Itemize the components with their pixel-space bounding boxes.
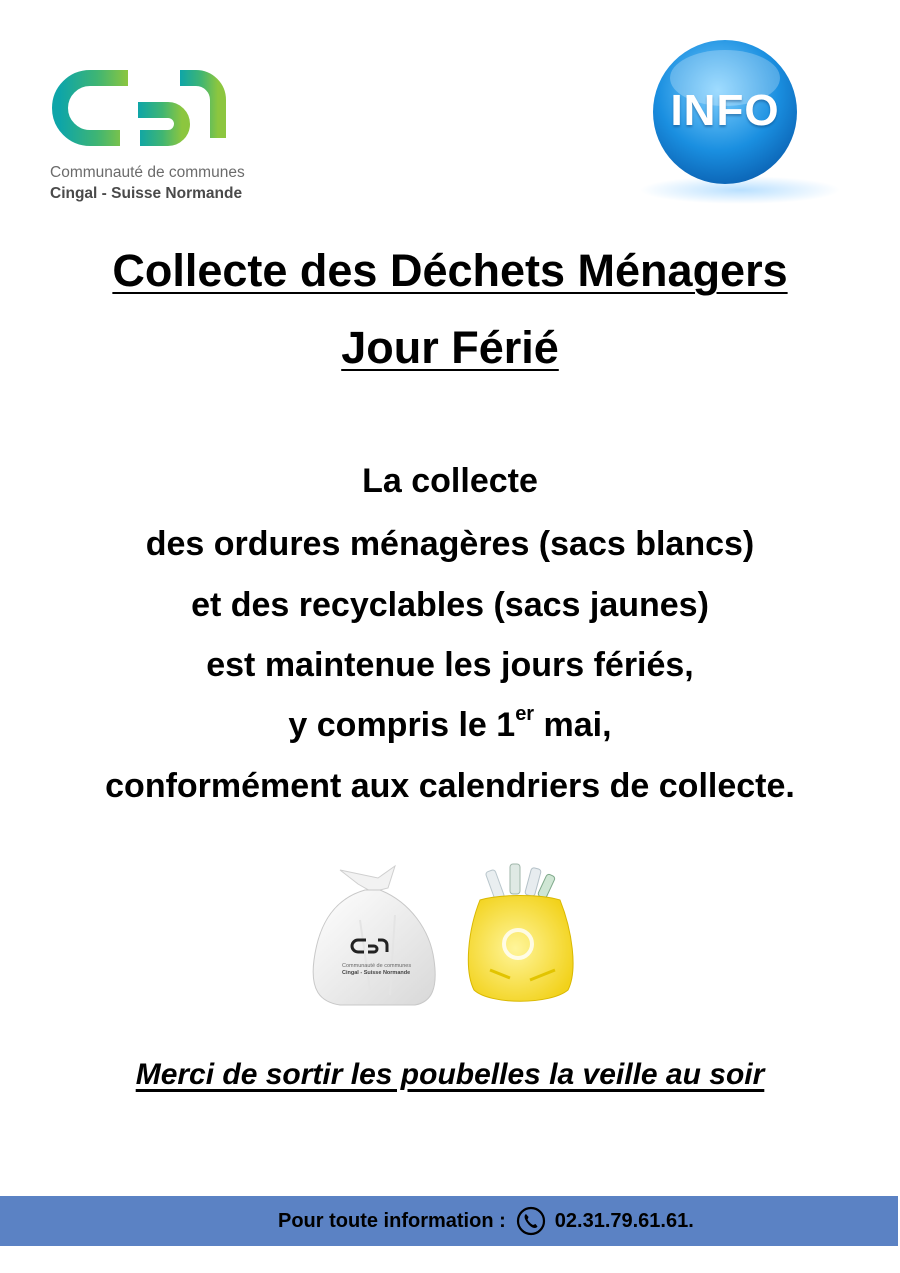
footer-label: Pour toute information : xyxy=(278,1209,506,1232)
phone-icon xyxy=(516,1206,546,1236)
body-line-2: des ordures ménagères (sacs blancs) xyxy=(145,525,755,563)
body-line-5-pre: y compris le 1 xyxy=(288,706,516,744)
footer-contact xyxy=(278,1206,694,1236)
csn-logo xyxy=(50,70,280,210)
page-subtitle: Jour Férié xyxy=(341,322,559,373)
body-line-5-post: mai, xyxy=(534,706,612,744)
page-title: Collecte des Déchets Ménagers xyxy=(112,245,788,296)
white-trash-bag-icon xyxy=(300,860,450,1010)
info-badge xyxy=(630,40,850,210)
info-badge-label: INFO xyxy=(670,86,780,135)
white-bag-caption-1: Communauté de communes xyxy=(342,963,412,969)
yellow-recycling-bag-icon xyxy=(460,860,590,1010)
footer-bar xyxy=(0,1196,898,1246)
body-line-1: La collecte xyxy=(362,462,538,500)
footer-phone-number[interactable]: 02.31.79.61.61. xyxy=(554,1209,694,1232)
logo-subtitle-1: Communauté de communes xyxy=(50,164,245,181)
csn-logo-mark xyxy=(50,70,230,150)
bags-illustration xyxy=(300,860,580,1010)
white-bag-caption-2: Cingal - Suisse Normande xyxy=(342,970,411,976)
body-line-5-superscript: er xyxy=(515,703,535,725)
body-line-5 xyxy=(0,703,900,745)
logo-subtitle-2: Cingal - Suisse Normande xyxy=(50,185,243,202)
reminder-text: Merci de sortir les poubelles la veille au soir xyxy=(135,1058,765,1091)
body-line-3: et des recyclables (sacs jaunes) xyxy=(191,586,709,624)
body-line-6: conformément aux calendriers de collecte. xyxy=(105,767,795,805)
body-line-4: est maintenue les jours fériés, xyxy=(206,646,694,684)
